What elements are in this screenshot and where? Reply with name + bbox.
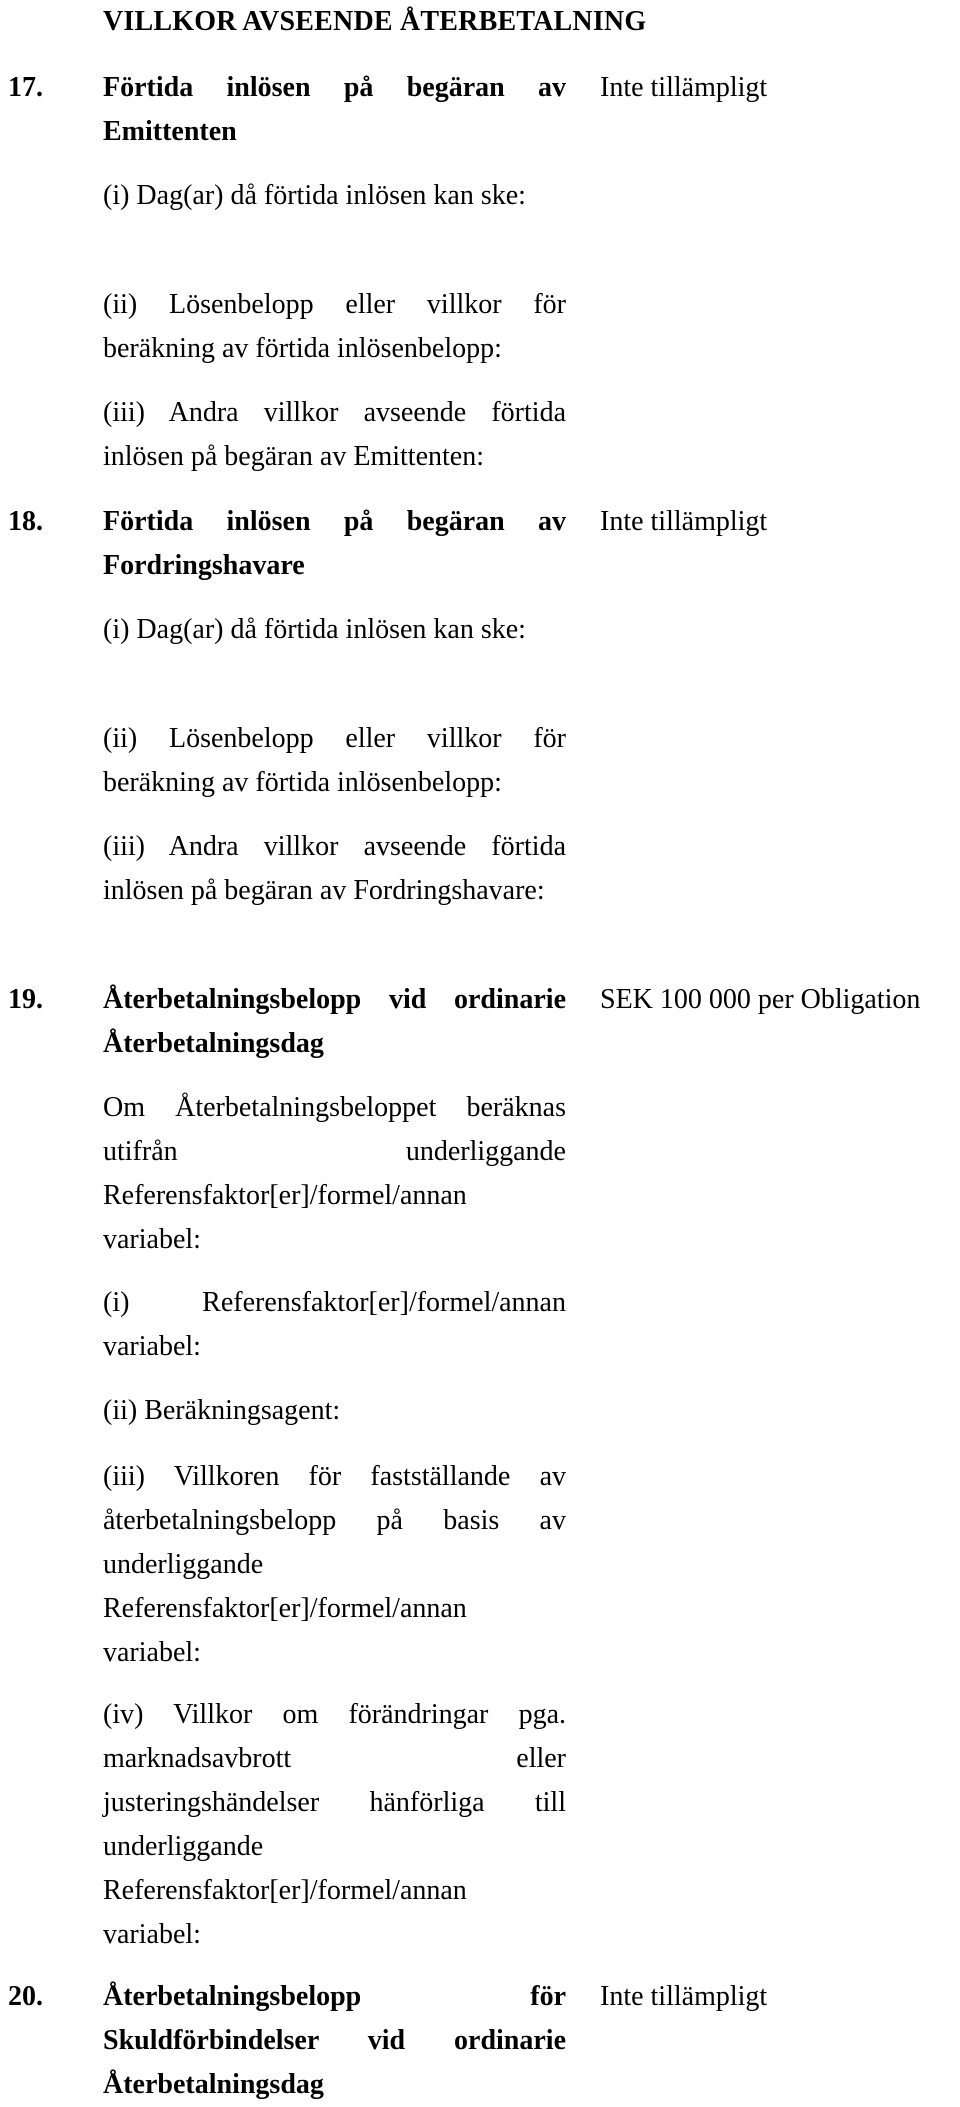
- item-20-value: Inte tillämpligt: [600, 1981, 768, 2012]
- item-18-number: 18.: [8, 506, 43, 537]
- item-19-value: SEK 100 000 per Obligation: [600, 984, 921, 1015]
- item-19-title: Återbetalningsbelopp vid ordinarie Återbetalningsdag: [103, 984, 566, 1059]
- item-18-value: Inte tillämpligt: [600, 506, 768, 537]
- item-19-sub-intro: Om Återbetalningsbeloppet beräknas utifrån underliggande Referensfaktor[er]/formel/annan variabel:: [103, 1092, 566, 1255]
- item-17-sub-iii: (iii) Andra villkor avseende förtida inlösen på begäran av Emittenten:: [103, 397, 566, 472]
- item-17-number: 17.: [8, 72, 43, 103]
- item-18-sub-ii: (ii) Lösenbelopp eller villkor för beräkning av förtida inlösenbelopp:: [103, 723, 566, 798]
- section-heading: VILLKOR AVSEENDE ÅTERBETALNING: [103, 6, 647, 37]
- item-17-sub-ii: (ii) Lösenbelopp eller villkor för beräkning av förtida inlösenbelopp:: [103, 289, 566, 364]
- item-17-title: Förtida inlösen på begäran av Emittenten: [103, 72, 566, 147]
- item-20-number: 20.: [8, 1981, 43, 2012]
- item-19-sub-iv: (iv) Villkor om förändringar pga. marknadsavbrott eller justeringshändelser hänförliga till underliggande Referensfaktor[er]/formel/annan variabel:: [103, 1699, 566, 1950]
- item-19-number: 19.: [8, 984, 43, 1015]
- item-18-sub-iii: (iii) Andra villkor avseende förtida inlösen på begäran av Fordringshavare:: [103, 831, 566, 906]
- item-17-value: Inte tillämpligt: [600, 72, 768, 103]
- item-19-sub-ii: (ii) Beräkningsagent:: [103, 1395, 341, 1426]
- item-19-sub-i: (i) Referensfaktor[er]/formel/annan variabel:: [103, 1287, 566, 1362]
- item-18-sub-i: (i) Dag(ar) då förtida inlösen kan ske:: [103, 614, 526, 645]
- item-19-sub-iii: (iii) Villkoren för fastställande av återbetalningsbelopp på basis av underliggande Referensfaktor[er]/formel/annan variabel:: [103, 1461, 566, 1668]
- item-17-sub-i: (i) Dag(ar) då förtida inlösen kan ske:: [103, 180, 526, 211]
- item-18-title: Förtida inlösen på begäran av Fordringshavare: [103, 506, 566, 581]
- item-20-title: Återbetalningsbelopp för Skuldförbindelser vid ordinarie Återbetalningsdag: [103, 1981, 566, 2100]
